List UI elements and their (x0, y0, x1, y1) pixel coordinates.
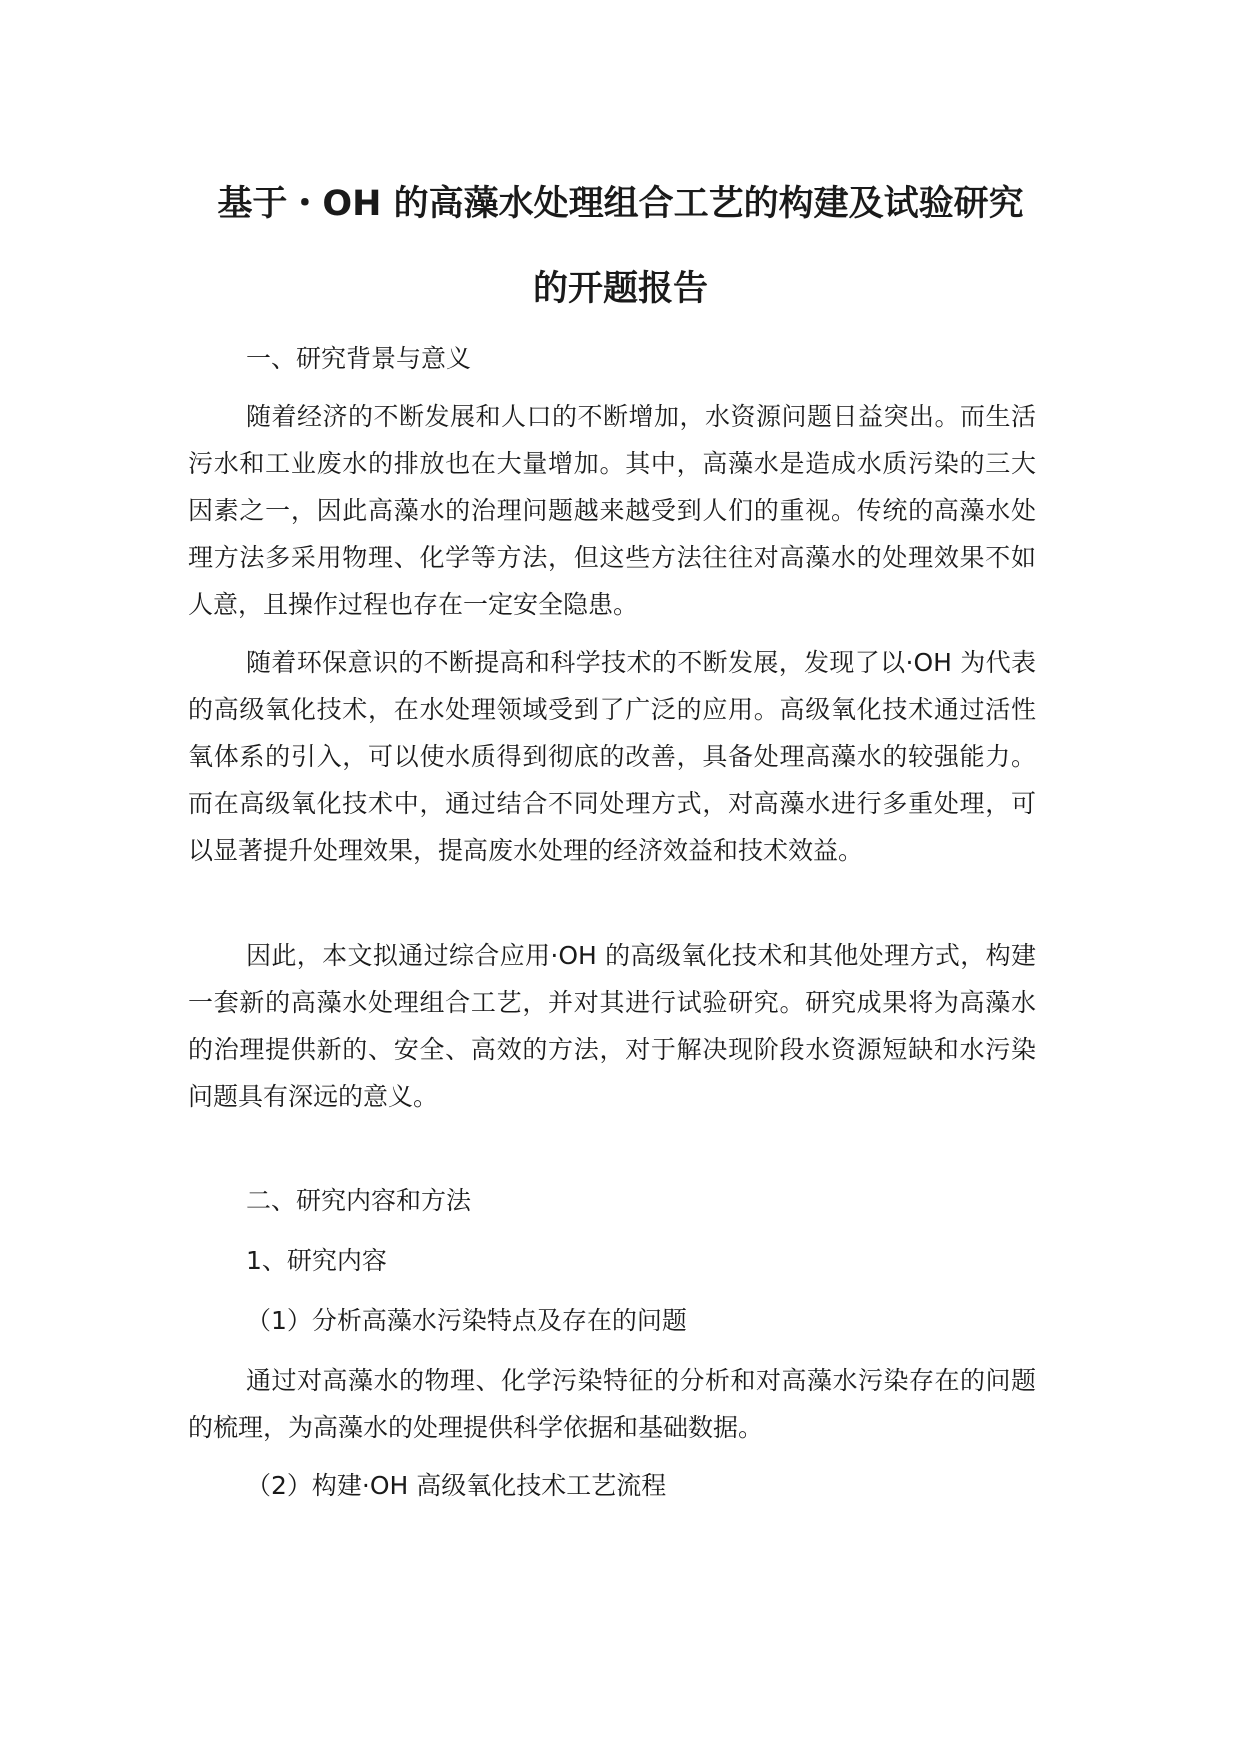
document-title-line-1: 基于・OH 的高藻水处理组合工艺的构建及试验研究 (217, 184, 1024, 224)
item-1-heading: （1）分析高藻水污染特点及存在的问题 (246, 1306, 687, 1335)
section-1-paragraph-2: 随着环保意识的不断提高和科学技术的不断发展，发现了以·OH 为代表的高级氧化技术，在水处理领域受到了广泛的应用。高级氧化技术通过活性氧体系的引入，可以使水质得到彻底的改善，具备处理高藻水的较强能力。而在高级氧化技术中，通过结合不同处理方式，对高藻水进行多重处理，可以显著提升处理效果，提高废水处理的经济效益和技术效益。 (188, 648, 1036, 865)
item-1-paragraph: 通过对高藻水的物理、化学污染特征的分析和对高藻水污染存在的问题的梳理，为高藻水的处理提供科学依据和基础数据。 (188, 1366, 1036, 1442)
section-1-heading: 一、研究背景与意义 (246, 344, 472, 373)
document-title-line-2: 的开题报告 (532, 269, 708, 309)
section-1-paragraph-3: 因此，本文拟通过综合应用·OH 的高级氧化技术和其他处理方式，构建一套新的高藻水处理组合工艺，并对其进行试验研究。研究成果将为高藻水的治理提供新的、安全、高效的方法，对于解决现阶段水资源短缺和水污染问题具有深远的意义。 (188, 941, 1036, 1111)
section-2-heading: 二、研究内容和方法 (246, 1186, 472, 1215)
item-2-heading: （2）构建·OH 高级氧化技术工艺流程 (246, 1471, 667, 1500)
subsection-1-heading: 1、研究内容 (246, 1246, 387, 1275)
section-1-paragraph-1: 随着经济的不断发展和人口的不断增加，水资源问题日益突出。而生活污水和工业废水的排放也在大量增加。其中，高藻水是造成水质污染的三大因素之一，因此高藻水的治理问题越来越受到人们的重视。传统的高藻水处理方法多采用物理、化学等方法，但这些方法往往对高藻水的处理效果不如人意，且操作过程也存在一定安全隐患。 (188, 402, 1036, 619)
